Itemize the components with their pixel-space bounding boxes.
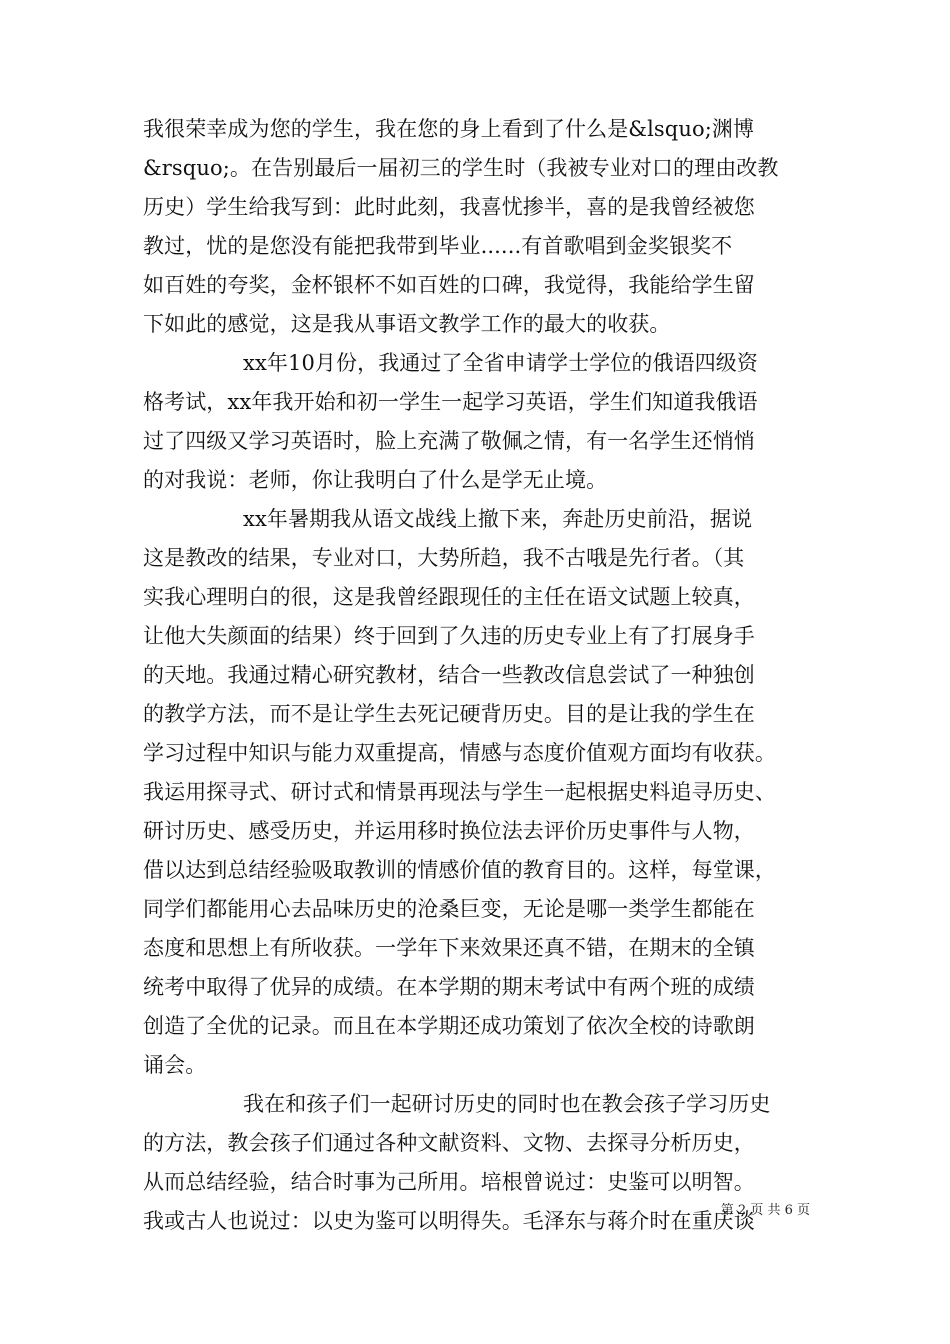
text-line: 过了四级又学习英语时，脸上充满了敬佩之情，有一名学生还悄悄 (143, 429, 755, 453)
text-line: 学习过程中知识与能力双重提高，情感与态度价值观方面均有收获。 (143, 741, 776, 765)
body-text (143, 110, 823, 1241)
text-line: 格考试，xx年我开始和初一学生一起学习英语，学生们知道我俄语 (143, 390, 758, 414)
text-line: 态度和思想上有所收获。一学年下来效果还真不错，在期末的全镇 (143, 936, 755, 960)
text-line: 教过，忧的是您没有能把我带到毕业......有首歌唱到金奖银奖不 (143, 234, 733, 258)
text-line: 研讨历史、感受历史，并运用移时换位法去评价历史事件与人物， (143, 819, 755, 843)
text-line: 历史）学生给我写到：此时此刻，我喜忧掺半，喜的是我曾经被您 (143, 195, 755, 219)
text-line: 我或古人也说过：以史为鉴可以明得失。毛泽东与蒋介时在重庆谈 (143, 1209, 755, 1233)
text-line: 的天地。我通过精心研究教材，结合一些教改信息尝试了一种独创 (143, 663, 755, 687)
text-line: 让他大失颜面的结果）终于回到了久违的历史专业上有了打展身手 (143, 624, 755, 648)
text-line: &rsquo;。在告别最后一届初三的学生时（我被专业对口的理由改教 (143, 156, 779, 180)
paragraph-first-line: xx年暑期我从语文战线上撤下来，奔赴历史前沿，据说 (243, 507, 753, 531)
text-line: 借以达到总结经验吸取教训的情感价值的教育目的。这样，每堂课， (143, 858, 776, 882)
text-line: 同学们都能用心去品味历史的沧桑巨变，无论是哪一类学生都能在 (143, 897, 755, 921)
text-line: 这是教改的结果，专业对口，大势所趋，我不古哦是先行者。（其 (143, 546, 745, 570)
text-line: 的教学方法，而不是让学生去死记硬背历史。目的是让我的学生在 (143, 702, 755, 726)
paragraph-first-line: 我在和孩子们一起研讨历史的同时也在教会孩子学习历史 (243, 1092, 771, 1116)
text-line: 的对我说：老师，你让我明白了什么是学无止境。 (143, 468, 608, 492)
text-line: 诵会。 (143, 1053, 207, 1077)
text-line: 实我心理明白的很，这是我曾经跟现任的主任在语文试题上较真， (143, 585, 755, 609)
text-line: 从而总结经验，结合时事为己所用。培根曾说过：史鉴可以明智。 (143, 1170, 755, 1194)
page-number-footer: 第 2 页 共 6 页 (720, 1203, 810, 1218)
paragraph-first-line: xx年10月份，我通过了全省申请学士学位的俄语四级资 (243, 351, 759, 375)
text-line: 的方法，教会孩子们通过各种文献资料、文物、去探寻分析历史， (143, 1131, 755, 1155)
text-line: 我很荣幸成为您的学生，我在您的身上看到了什么是&lsquo;渊博 (143, 117, 755, 141)
text-line: 创造了全优的记录。而且在本学期还成功策划了依次全校的诗歌朗 (143, 1014, 755, 1038)
text-line: 统考中取得了优异的成绩。在本学期的期末考试中有两个班的成绩 (143, 975, 755, 999)
text-line: 我运用探寻式、研讨式和情景再现法与学生一起根据史料追寻历史、 (143, 780, 776, 804)
text-line: 下如此的感觉，这是我从事语文教学工作的最大的收获。 (143, 312, 671, 336)
text-line: 如百姓的夸奖，金杯银杯不如百姓的口碑，我觉得，我能给学生留 (143, 273, 755, 297)
